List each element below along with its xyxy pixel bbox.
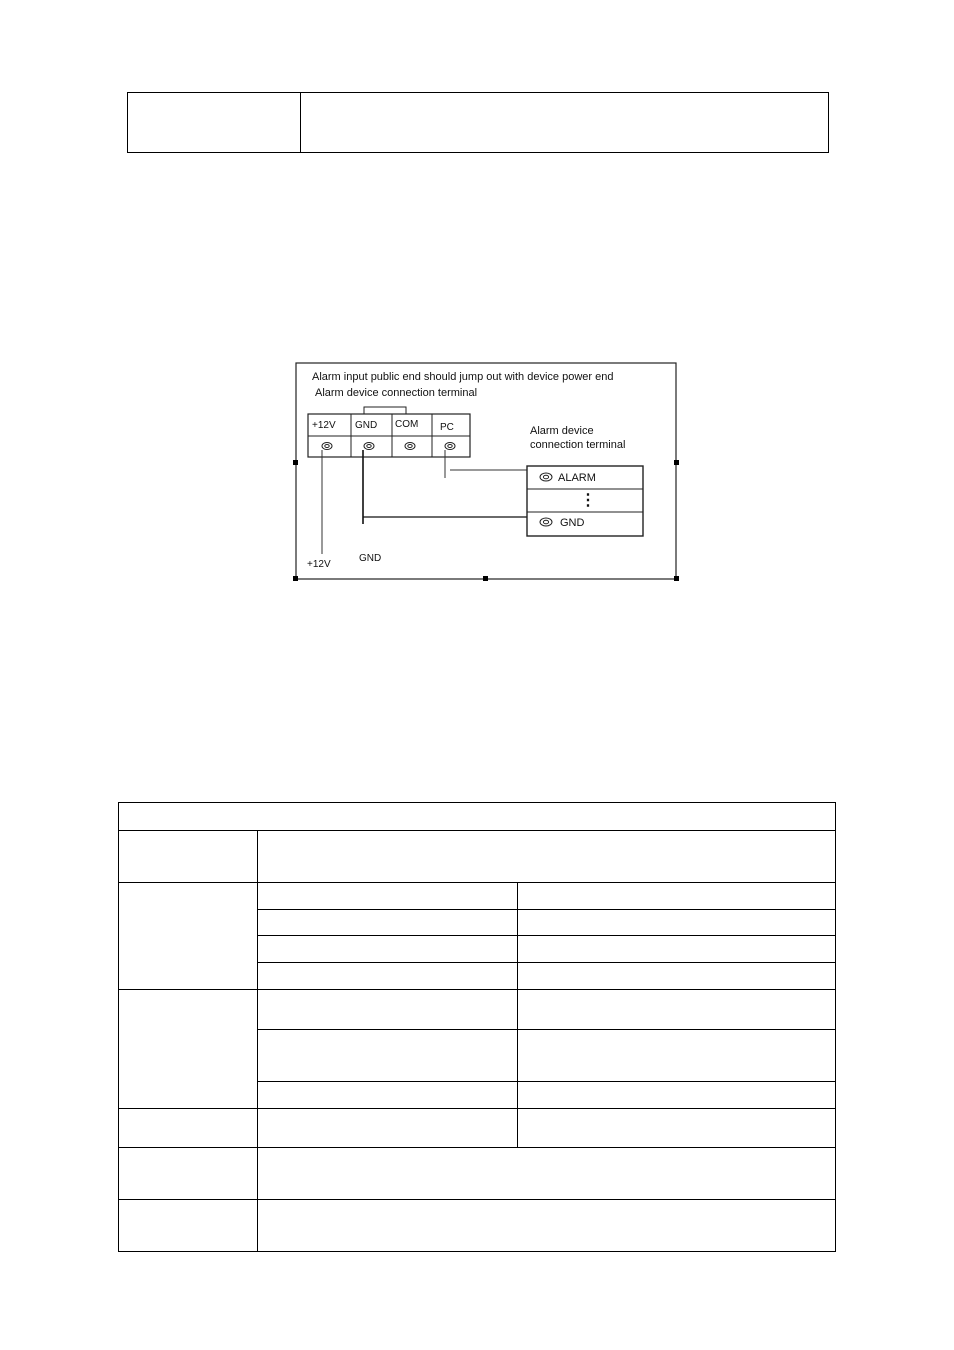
table-row bbox=[119, 803, 836, 831]
spec-table-cell bbox=[518, 990, 836, 1030]
top-table bbox=[127, 92, 829, 153]
wire-label-12v: +12V bbox=[307, 559, 331, 570]
spec-table-cell bbox=[258, 1109, 518, 1148]
caption-line1: Alarm input public end should jump out with device power end bbox=[312, 371, 614, 383]
spec-table-cell bbox=[258, 963, 518, 990]
spec-table-cell bbox=[518, 1082, 836, 1109]
spec-table-cell bbox=[119, 1148, 258, 1200]
spec-table-cell bbox=[258, 1200, 836, 1252]
spec-table-cell bbox=[258, 910, 518, 936]
table-row bbox=[119, 1148, 836, 1200]
table-row bbox=[119, 1109, 836, 1148]
spec-table-cell bbox=[258, 936, 518, 963]
spec-table-cell bbox=[258, 1148, 836, 1200]
top-table-cell-label bbox=[128, 93, 301, 153]
spec-table-cell bbox=[518, 883, 836, 910]
terminal-label-com: COM bbox=[395, 419, 419, 430]
spec-table-cell bbox=[518, 910, 836, 936]
spec-table-cell bbox=[258, 831, 836, 883]
device-label-line2: connection terminal bbox=[530, 439, 626, 451]
frame-handle bbox=[483, 576, 488, 581]
spec-table-cell bbox=[119, 990, 258, 1109]
spec-table-cell bbox=[119, 883, 258, 990]
table-row bbox=[119, 990, 836, 1030]
terminal-label-pc: PC bbox=[440, 422, 454, 433]
spec-table-cell bbox=[258, 883, 518, 910]
device-label-line1: Alarm device bbox=[530, 425, 594, 437]
spec-table-cell bbox=[119, 1109, 258, 1148]
device-terminal-alarm: ALARM bbox=[558, 472, 596, 484]
terminal-label-gnd: GND bbox=[355, 420, 378, 431]
jumper-wire bbox=[364, 407, 406, 414]
caption-line2: Alarm device connection terminal bbox=[315, 387, 478, 399]
spec-table-cell bbox=[258, 1082, 518, 1109]
spec-table-cell bbox=[258, 1030, 518, 1082]
table-row bbox=[119, 831, 836, 883]
frame-handle bbox=[293, 576, 298, 581]
frame-handle bbox=[293, 460, 298, 465]
spec-table-cell bbox=[518, 1109, 836, 1148]
spec-table-cell bbox=[518, 963, 836, 990]
alarm-wiring-diagram bbox=[290, 358, 682, 586]
wiring-diagram-svg bbox=[290, 358, 682, 586]
wire-label-gnd: GND bbox=[359, 553, 382, 564]
top-table-cell-value bbox=[301, 93, 829, 153]
terminal-label-12v: +12V bbox=[312, 420, 336, 431]
spec-table-header-cell bbox=[119, 803, 836, 831]
spec-table-cell bbox=[119, 1200, 258, 1252]
device-terminal-ellipsis: ⋮ bbox=[580, 492, 596, 509]
spec-table bbox=[118, 802, 836, 1252]
spec-table-cell bbox=[258, 990, 518, 1030]
spec-table-cell bbox=[119, 831, 258, 883]
spec-table-cell bbox=[518, 936, 836, 963]
frame-handle bbox=[674, 460, 679, 465]
table-row bbox=[119, 1200, 836, 1252]
spec-table-cell bbox=[518, 1030, 836, 1082]
device-terminal-gnd: GND bbox=[560, 517, 585, 529]
table-row bbox=[119, 883, 836, 910]
frame-handle bbox=[674, 576, 679, 581]
